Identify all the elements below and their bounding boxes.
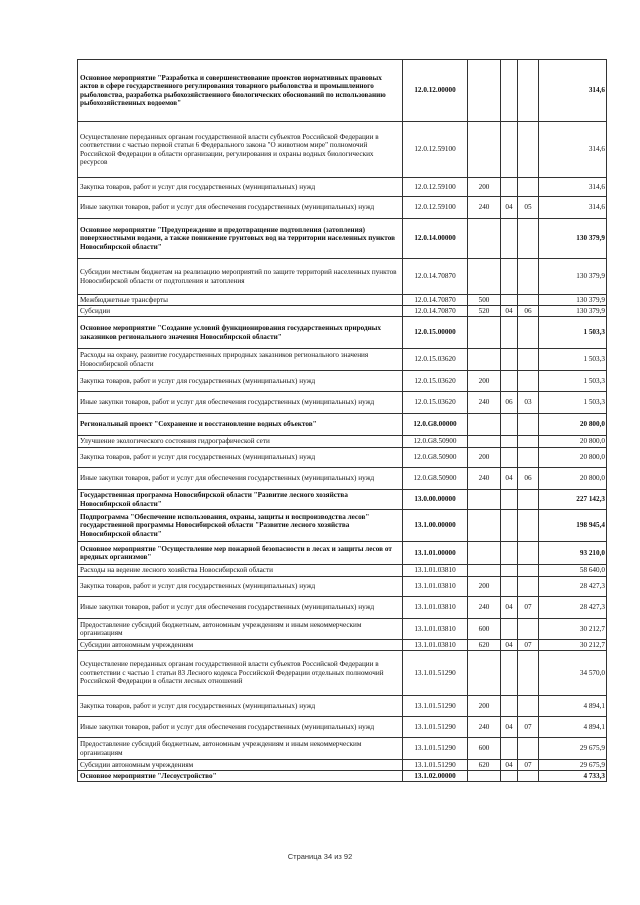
- row-section-cell: [501, 651, 518, 696]
- row-subsection-cell: [518, 738, 539, 760]
- row-amount-cell: 93 210,0: [539, 542, 607, 565]
- row-amount-cell: 29 675,9: [539, 760, 607, 771]
- row-section-cell: 04: [501, 760, 518, 771]
- row-amount-cell: 4 733,3: [539, 771, 607, 782]
- table-row: [78, 178, 607, 197]
- row-expense-type-cell: 200: [468, 371, 501, 392]
- row-name-cell: Предоставление субсидий бюджетным, автономным учреждениям и иным некоммерческим организациям: [78, 619, 403, 640]
- row-expense-type-cell: 500: [468, 295, 501, 306]
- row-amount-cell: 314,6: [539, 178, 607, 197]
- row-name-cell: Иные закупки товаров, работ и услуг для обеспечения государственных (муниципальных) нужд: [78, 197, 403, 219]
- row-name-cell: Закупка товаров, работ и услуг для государственных (муниципальных) нужд: [78, 577, 403, 597]
- row-subsection-cell: [518, 371, 539, 392]
- row-code-cell: 12.0.14.70870: [403, 306, 468, 317]
- row-subsection-cell: [518, 349, 539, 371]
- table-row: [78, 771, 607, 782]
- row-code-cell: 13.1.01.51290: [403, 717, 468, 738]
- table-row: [78, 696, 607, 717]
- row-amount-cell: 20 800,0: [539, 414, 607, 436]
- row-code-cell: 13.1.00.00000: [403, 510, 468, 542]
- row-subsection-cell: [518, 696, 539, 717]
- row-subsection-cell: [518, 448, 539, 468]
- row-expense-type-cell: [468, 219, 501, 259]
- row-name-cell: Подпрограмма "Обеспечение использования, охраны, защиты и воспроизводства лесов" государственной программы Новосибирской области "Развитие лесного хозяйства Новосибирской области": [78, 510, 403, 542]
- row-code-cell: 12.0.14.70870: [403, 259, 468, 295]
- row-section-cell: [501, 565, 518, 577]
- row-name-cell: Осуществление переданных органам государственной власти субъектов Российской Федерации в соответствии с частью 1 статьи 83 Лесного кодекса Российской Федерации отдельных полномочий Российской Федерации в области лесных отношений: [78, 651, 403, 696]
- row-code-cell: 12.0.14.70870: [403, 295, 468, 306]
- row-amount-cell: 4 894,1: [539, 717, 607, 738]
- row-section-cell: [501, 771, 518, 782]
- row-amount-cell: 20 800,0: [539, 436, 607, 448]
- row-code-cell: 12.0.G8.00000: [403, 414, 468, 436]
- table-row: [78, 219, 607, 259]
- row-name-cell: Закупка товаров, работ и услуг для государственных (муниципальных) нужд: [78, 448, 403, 468]
- row-code-cell: 12.0.12.59100: [403, 178, 468, 197]
- row-name-cell: Основное мероприятие "Лесоустройство": [78, 771, 403, 782]
- row-subsection-cell: [518, 414, 539, 436]
- row-name-cell: Иные закупки товаров, работ и услуг для обеспечения государственных (муниципальных) нужд: [78, 392, 403, 414]
- table-row: [78, 468, 607, 490]
- row-section-cell: [501, 542, 518, 565]
- row-code-cell: 12.0.G8.50900: [403, 448, 468, 468]
- row-section-cell: [501, 178, 518, 197]
- row-amount-cell: 20 800,0: [539, 448, 607, 468]
- row-name-cell: Расходы на охрану, развитие государственных природных заказников регионального значения Новосибирской области: [78, 349, 403, 371]
- row-subsection-cell: [518, 490, 539, 510]
- row-amount-cell: 198 945,4: [539, 510, 607, 542]
- row-expense-type-cell: 520: [468, 306, 501, 317]
- row-name-cell: Субсидии автономным учреждениям: [78, 760, 403, 771]
- row-amount-cell: 34 570,0: [539, 651, 607, 696]
- row-code-cell: 13.1.01.00000: [403, 542, 468, 565]
- table-row: [78, 510, 607, 542]
- row-expense-type-cell: [468, 60, 501, 122]
- row-subsection-cell: [518, 317, 539, 349]
- row-subsection-cell: [518, 651, 539, 696]
- table-row: [78, 259, 607, 295]
- row-amount-cell: 20 800,0: [539, 468, 607, 490]
- row-code-cell: 12.0.G8.50900: [403, 436, 468, 448]
- table-row: [78, 490, 607, 510]
- table-row: [78, 436, 607, 448]
- row-subsection-cell: 05: [518, 197, 539, 219]
- row-amount-cell: 227 142,3: [539, 490, 607, 510]
- row-subsection-cell: 07: [518, 597, 539, 619]
- row-subsection-cell: [518, 178, 539, 197]
- row-section-cell: [501, 414, 518, 436]
- row-expense-type-cell: [468, 565, 501, 577]
- row-name-cell: Государственная программа Новосибирской области "Развитие лесного хозяйства Новосибирской области": [78, 490, 403, 510]
- row-subsection-cell: [518, 510, 539, 542]
- table-row: [78, 349, 607, 371]
- row-expense-type-cell: [468, 349, 501, 371]
- table-row: [78, 640, 607, 651]
- row-code-cell: 12.0.12.59100: [403, 122, 468, 178]
- row-code-cell: 13.1.01.03810: [403, 640, 468, 651]
- row-section-cell: [501, 295, 518, 306]
- row-code-cell: 12.0.G8.50900: [403, 468, 468, 490]
- row-subsection-cell: [518, 565, 539, 577]
- row-code-cell: 12.0.15.03620: [403, 371, 468, 392]
- row-code-cell: 13.1.01.51290: [403, 696, 468, 717]
- row-code-cell: 13.1.01.03810: [403, 597, 468, 619]
- table-row: [78, 414, 607, 436]
- row-subsection-cell: [518, 219, 539, 259]
- table-row: [78, 60, 607, 122]
- row-expense-type-cell: 620: [468, 760, 501, 771]
- row-expense-type-cell: 240: [468, 717, 501, 738]
- table-row: [78, 738, 607, 760]
- row-amount-cell: 130 379,9: [539, 295, 607, 306]
- row-expense-type-cell: 200: [468, 577, 501, 597]
- row-code-cell: 13.1.01.03810: [403, 577, 468, 597]
- row-section-cell: [501, 60, 518, 122]
- row-section-cell: [501, 510, 518, 542]
- table-row: [78, 542, 607, 565]
- row-expense-type-cell: 240: [468, 468, 501, 490]
- row-amount-cell: 314,6: [539, 122, 607, 178]
- row-amount-cell: 1 503,3: [539, 317, 607, 349]
- page-footer: [0, 852, 640, 861]
- table-row: [78, 122, 607, 178]
- row-name-cell: Субсидии автономным учреждениям: [78, 640, 403, 651]
- row-subsection-cell: [518, 542, 539, 565]
- row-section-cell: [501, 317, 518, 349]
- row-name-cell: Основное мероприятие "Предупреждение и предотвращение подтопления (затопления) поверхностными водами, а также понижение грунтовых вод на территории населенных пунктов Новосибирской области": [78, 219, 403, 259]
- row-name-cell: Расходы на ведение лесного хозяйства Новосибирской области: [78, 565, 403, 577]
- table-row: [78, 317, 607, 349]
- row-amount-cell: 130 379,9: [539, 259, 607, 295]
- table-row: [78, 306, 607, 317]
- row-name-cell: Предоставление субсидий бюджетным, автономным учреждениям и иным некоммерческим организациям: [78, 738, 403, 760]
- table-row: [78, 760, 607, 771]
- row-section-cell: [501, 448, 518, 468]
- row-expense-type-cell: 200: [468, 448, 501, 468]
- row-code-cell: 13.1.02.00000: [403, 771, 468, 782]
- row-code-cell: 12.0.15.03620: [403, 392, 468, 414]
- row-amount-cell: 1 503,3: [539, 371, 607, 392]
- row-section-cell: [501, 696, 518, 717]
- row-amount-cell: 28 427,3: [539, 577, 607, 597]
- row-subsection-cell: [518, 60, 539, 122]
- row-code-cell: 12.0.15.03620: [403, 349, 468, 371]
- row-name-cell: Межбюджетные трансферты: [78, 295, 403, 306]
- row-expense-type-cell: [468, 414, 501, 436]
- row-section-cell: 04: [501, 197, 518, 219]
- table-row: [78, 717, 607, 738]
- budget-table-container: [77, 59, 606, 782]
- row-section-cell: 04: [501, 597, 518, 619]
- row-amount-cell: 314,6: [539, 60, 607, 122]
- table-row: [78, 295, 607, 306]
- row-subsection-cell: 07: [518, 760, 539, 771]
- row-amount-cell: 4 894,1: [539, 696, 607, 717]
- row-amount-cell: 1 503,3: [539, 349, 607, 371]
- row-amount-cell: 30 212,7: [539, 619, 607, 640]
- row-name-cell: Основное мероприятие "Осуществление мер пожарной безопасности в лесах и защиты лесов от вредных организмов": [78, 542, 403, 565]
- row-amount-cell: 1 503,3: [539, 392, 607, 414]
- row-amount-cell: 29 675,9: [539, 738, 607, 760]
- row-section-cell: [501, 219, 518, 259]
- row-expense-type-cell: [468, 122, 501, 178]
- row-expense-type-cell: [468, 651, 501, 696]
- row-section-cell: 04: [501, 717, 518, 738]
- row-amount-cell: 28 427,3: [539, 597, 607, 619]
- row-subsection-cell: 06: [518, 306, 539, 317]
- row-section-cell: [501, 577, 518, 597]
- row-name-cell: Улучшение экологического состояния гидрографической сети: [78, 436, 403, 448]
- row-expense-type-cell: [468, 436, 501, 448]
- row-section-cell: 04: [501, 468, 518, 490]
- row-section-cell: [501, 371, 518, 392]
- row-expense-type-cell: 240: [468, 392, 501, 414]
- row-expense-type-cell: 600: [468, 738, 501, 760]
- row-amount-cell: 130 379,9: [539, 306, 607, 317]
- row-section-cell: [501, 349, 518, 371]
- row-section-cell: [501, 490, 518, 510]
- row-expense-type-cell: [468, 490, 501, 510]
- row-name-cell: Региональный проект "Сохранение и восстановление водных объектов": [78, 414, 403, 436]
- row-code-cell: 13.1.01.03810: [403, 619, 468, 640]
- row-amount-cell: 58 640,0: [539, 565, 607, 577]
- table-row: [78, 392, 607, 414]
- row-name-cell: Основное мероприятие "Разработка и совершенствование проектов нормативных правовых актов в сфере государственного регулирования товарного рыболовства и промышленного рыболовства, разработка рыбохозяйственного биологических обоснований по использованию рыбохозяйственных водоемов": [78, 60, 403, 122]
- table-row: [78, 371, 607, 392]
- row-subsection-cell: [518, 259, 539, 295]
- row-section-cell: 04: [501, 640, 518, 651]
- row-name-cell: Субсидии местным бюджетам на реализацию мероприятий по защите территорий населенных пунктов Новосибирской области от подтопления и затопления: [78, 259, 403, 295]
- row-section-cell: [501, 259, 518, 295]
- row-name-cell: Субсидии: [78, 306, 403, 317]
- row-expense-type-cell: 200: [468, 696, 501, 717]
- row-amount-cell: 30 212,7: [539, 640, 607, 651]
- row-expense-type-cell: [468, 259, 501, 295]
- row-code-cell: 13.1.01.51290: [403, 760, 468, 771]
- table-row: [78, 197, 607, 219]
- row-section-cell: [501, 122, 518, 178]
- row-expense-type-cell: 600: [468, 619, 501, 640]
- table-row: [78, 619, 607, 640]
- row-code-cell: 13.1.01.03810: [403, 565, 468, 577]
- row-code-cell: 12.0.12.00000: [403, 60, 468, 122]
- row-subsection-cell: [518, 619, 539, 640]
- row-section-cell: 06: [501, 392, 518, 414]
- table-row: [78, 565, 607, 577]
- row-subsection-cell: 07: [518, 640, 539, 651]
- row-subsection-cell: [518, 771, 539, 782]
- row-expense-type-cell: [468, 510, 501, 542]
- row-expense-type-cell: 240: [468, 197, 501, 219]
- budget-table-body: [78, 60, 607, 782]
- row-section-cell: [501, 436, 518, 448]
- page-number-label: Страница 34 из 92: [287, 852, 353, 861]
- row-subsection-cell: 07: [518, 717, 539, 738]
- row-amount-cell: 130 379,9: [539, 219, 607, 259]
- row-subsection-cell: 06: [518, 468, 539, 490]
- table-row: [78, 651, 607, 696]
- table-row: [78, 577, 607, 597]
- table-row: [78, 597, 607, 619]
- row-name-cell: Осуществление переданных органам государственной власти субъектов Российской Федерации в соответствии с частью первой статьи 6 Федерального закона "О животном мире" полномочий Российской Федерации в области организации, регулирования и охраны водных биологических ресурсов: [78, 122, 403, 178]
- row-code-cell: 12.0.12.59100: [403, 197, 468, 219]
- row-name-cell: Основное мероприятие "Создание условий функционирования государственных природных заказников регионального значения Новосибирской области": [78, 317, 403, 349]
- budget-table: [77, 59, 607, 782]
- row-code-cell: 13.1.01.51290: [403, 651, 468, 696]
- row-name-cell: Иные закупки товаров, работ и услуг для обеспечения государственных (муниципальных) нужд: [78, 717, 403, 738]
- row-subsection-cell: [518, 295, 539, 306]
- row-expense-type-cell: [468, 542, 501, 565]
- row-code-cell: 13.0.00.00000: [403, 490, 468, 510]
- row-name-cell: Иные закупки товаров, работ и услуг для обеспечения государственных (муниципальных) нужд: [78, 597, 403, 619]
- row-subsection-cell: [518, 577, 539, 597]
- row-code-cell: 12.0.15.00000: [403, 317, 468, 349]
- row-subsection-cell: 03: [518, 392, 539, 414]
- row-section-cell: [501, 619, 518, 640]
- row-subsection-cell: [518, 436, 539, 448]
- table-row: [78, 448, 607, 468]
- row-expense-type-cell: 240: [468, 597, 501, 619]
- row-expense-type-cell: [468, 771, 501, 782]
- row-name-cell: Закупка товаров, работ и услуг для государственных (муниципальных) нужд: [78, 371, 403, 392]
- row-code-cell: 13.1.01.51290: [403, 738, 468, 760]
- row-name-cell: Иные закупки товаров, работ и услуг для обеспечения государственных (муниципальных) нужд: [78, 468, 403, 490]
- row-name-cell: Закупка товаров, работ и услуг для государственных (муниципальных) нужд: [78, 696, 403, 717]
- row-subsection-cell: [518, 122, 539, 178]
- row-code-cell: 12.0.14.00000: [403, 219, 468, 259]
- row-name-cell: Закупка товаров, работ и услуг для государственных (муниципальных) нужд: [78, 178, 403, 197]
- row-expense-type-cell: 200: [468, 178, 501, 197]
- row-expense-type-cell: 620: [468, 640, 501, 651]
- row-expense-type-cell: [468, 317, 501, 349]
- row-amount-cell: 314,6: [539, 197, 607, 219]
- row-section-cell: 04: [501, 306, 518, 317]
- row-section-cell: [501, 738, 518, 760]
